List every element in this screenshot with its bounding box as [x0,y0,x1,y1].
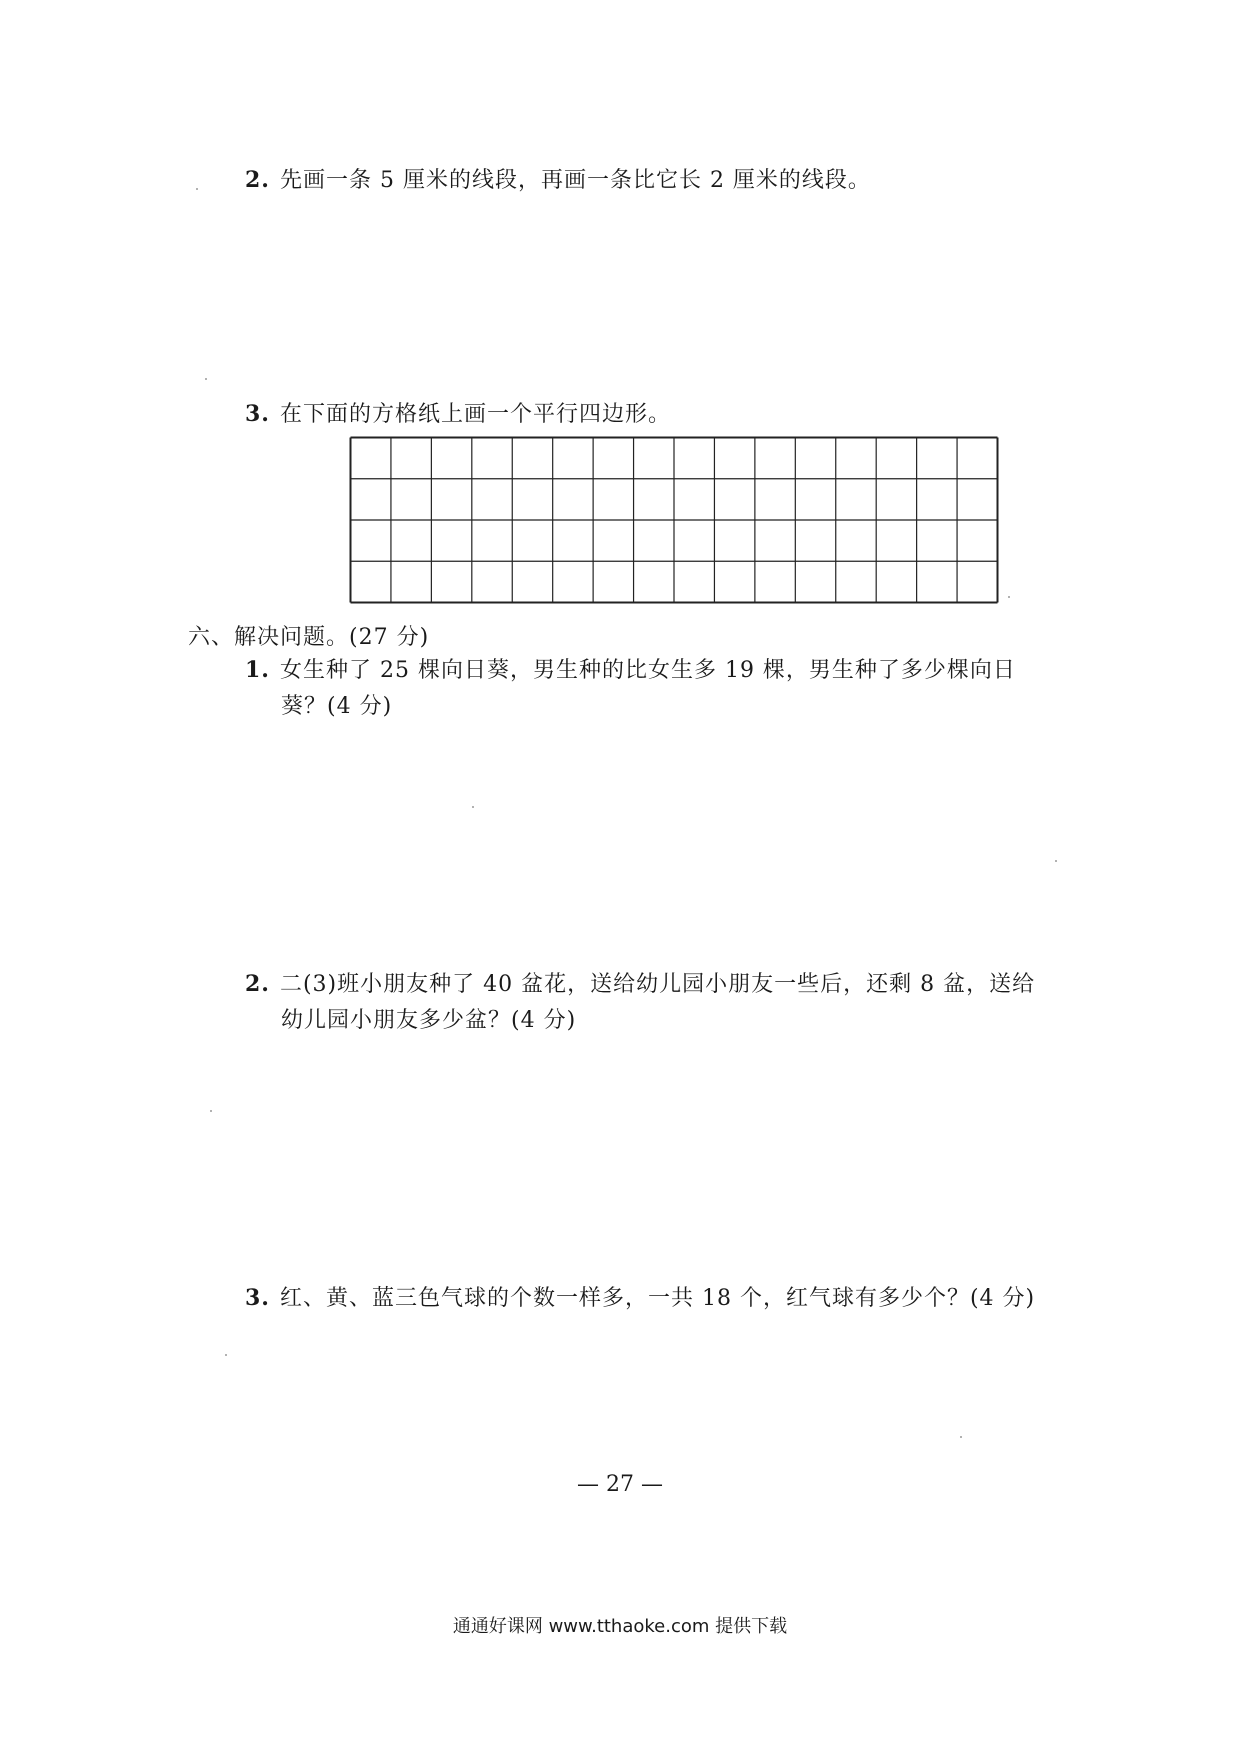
question-text: 在下面的方格纸上画一个平行四边形。 [279,402,671,427]
scan-speck [960,1436,962,1438]
problem-text-line1: 二(3)班小朋友种了 40 盆花，送给幼儿园小朋友一些后，还剩 8 盆，送给 [279,972,1036,997]
question-3-parallelogram [245,396,671,433]
problem-number: 1. [245,657,270,683]
scan-speck [1055,860,1057,862]
question-number: 2. [245,167,270,193]
scan-speck [196,188,198,190]
question-number: 3. [245,401,270,427]
question-text: 先画一条 5 厘米的线段，再画一条比它长 2 厘米的线段。 [279,168,871,193]
question-2-draw-lines [245,162,871,199]
scan-speck [472,806,474,808]
scan-speck [1008,596,1010,598]
page-number: — 27 — [577,1472,663,1497]
problem-1 [245,652,1016,725]
problem-2 [245,966,1035,1039]
grid-paper[interactable] [349,436,999,604]
scan-speck [205,378,207,380]
problem-number: 3. [245,1285,270,1311]
problem-text-line1: 女生种了 25 棵向日葵，男生种的比女生多 19 棵，男生种了多少棵向日 [279,658,1016,683]
problem-number: 2. [245,971,270,997]
problem-text-line2: 葵？(4 分) [281,694,393,719]
scan-speck [210,1110,212,1112]
section-heading-solve-problems: 六、解决问题。(27 分) [188,625,430,650]
footer-credit: 通通好课网 www.tthaoke.com 提供下载 [452,1616,788,1637]
problem-text-line2: 幼儿园小朋友多少盆？(4 分) [281,1008,577,1033]
scan-speck [225,1354,227,1356]
problem-text-line1: 红、黄、蓝三色气球的个数一样多，一共 18 个，红气球有多少个？(4 分) [279,1286,1036,1311]
grid-paper-svg [349,436,999,604]
problem-3 [245,1280,1035,1317]
